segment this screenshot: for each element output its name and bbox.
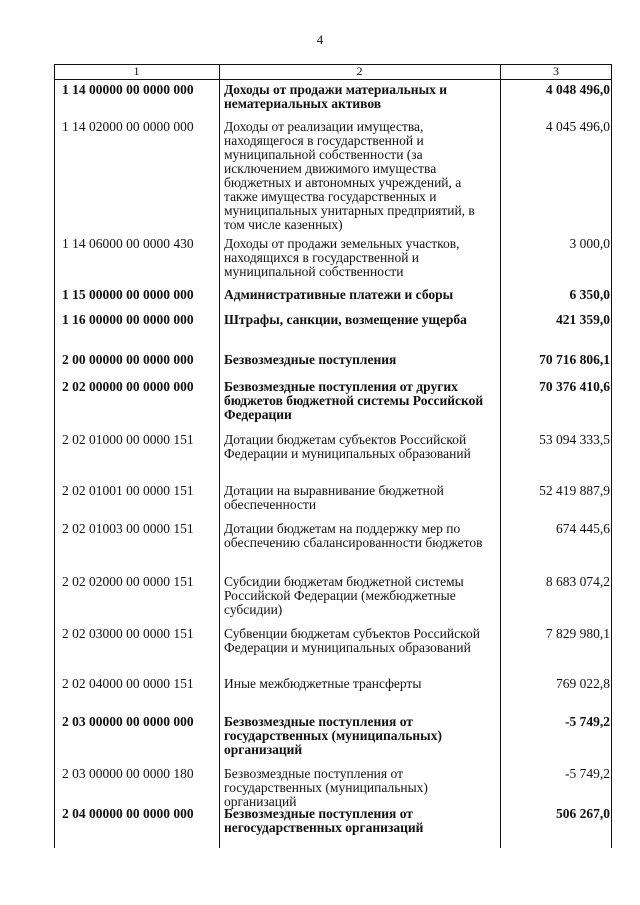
row-code: 2 02 01000 00 0000 151 [62,432,194,447]
row-value: 674 445,6 [556,521,610,536]
table-border-right [611,64,612,848]
revenue-table [54,64,612,835]
row-code: 1 15 00000 00 0000 000 [62,287,194,302]
row-name: Безвозмездные поступления от государственных (муниципальных) организаций [224,714,442,757]
row-value: -5 749,2 [565,766,610,781]
row-code: 2 03 00000 00 0000 180 [62,766,194,781]
row-name: Дотации бюджетам субъектов Российской Федерации и муниципальных образований [224,432,471,461]
row-code: 1 14 06000 00 0000 430 [62,236,194,251]
row-name: Безвозмездные поступления [224,352,397,367]
table-border-left [54,64,55,848]
table-header [54,64,612,80]
row-code: 2 02 01001 00 0000 151 [62,483,194,498]
row-name: Дотации бюджетам на поддержку мер по обеспечению сбалансированности бюджетов [224,521,483,550]
row-code: 2 03 00000 00 0000 000 [62,714,194,729]
row-code: 2 02 02000 00 0000 151 [62,574,194,589]
row-code: 2 02 00000 00 0000 000 [62,379,194,394]
row-value: 7 829 980,1 [545,626,610,641]
row-code: 2 04 00000 00 0000 000 [62,806,194,821]
row-name: Субсидии бюджетам бюджетной системы Российской Федерации (межбюджетные субсидии) [224,574,464,617]
row-name: Доходы от продажи материальных и нематериальных активов [224,82,448,111]
row-name: Доходы от продажи земельных участков, находящихся в государственной и муниципальной собственности [224,236,460,279]
row-name: Штрафы, санкции, возмещение ущерба [224,312,467,327]
row-value: 506 267,0 [556,806,610,821]
row-value: 6 350,0 [569,287,610,302]
row-name: Административные платежи и сборы [224,287,454,302]
row-value: 3 000,0 [569,236,610,251]
row-code: 2 02 01003 00 0000 151 [62,521,194,536]
row-value: 70 376 410,6 [539,379,610,394]
row-value: 4 045 496,0 [545,119,610,134]
row-name: Дотации на выравнивание бюджетной обеспеченности [224,483,444,512]
row-code: 1 14 02000 00 0000 000 [62,119,194,134]
table-divider-1 [219,64,220,848]
row-value: 52 419 887,9 [539,483,610,498]
row-value: 8 683 074,2 [545,574,610,589]
column-header-2: 2 [356,64,363,78]
table-divider-2 [500,64,501,848]
row-name: Безвозмездные поступления от других бюджетов бюджетной системы Российской Федерации [224,379,484,422]
row-code: 2 02 04000 00 0000 151 [62,676,194,691]
row-code: 2 00 00000 00 0000 000 [62,352,194,367]
row-value: 70 716 806,1 [539,352,610,367]
row-value: 53 094 333,5 [539,432,610,447]
column-header-1: 1 [133,64,140,78]
row-value: 769 022,8 [556,676,610,691]
row-name: Доходы от реализации имущества, находящегося в государственной и муниципальной собственности (за исключением движимого имущества бюджетных и автономных учреждений, а также имущества государственных и муниципальных унитарных предприятий, в том числе казенных) [224,119,475,232]
row-name: Субвенции бюджетам субъектов Российской Федерации и муниципальных образований [224,626,480,655]
row-name: Безвозмездные поступления от негосударственных организаций [224,806,424,835]
row-name: Иные межбюджетные трансферты [224,676,422,691]
row-code: 2 02 03000 00 0000 151 [62,626,194,641]
row-value: 4 048 496,0 [545,82,610,97]
row-value: -5 749,2 [565,714,610,729]
row-value: 421 359,0 [556,312,610,327]
page-number: 4 [316,32,324,47]
row-code: 1 14 00000 00 0000 000 [62,82,194,97]
column-header-3: 3 [553,64,559,78]
row-name: Безвозмездные поступления от государственных (муниципальных) организаций [224,766,428,809]
row-code: 1 16 00000 00 0000 000 [62,312,194,327]
